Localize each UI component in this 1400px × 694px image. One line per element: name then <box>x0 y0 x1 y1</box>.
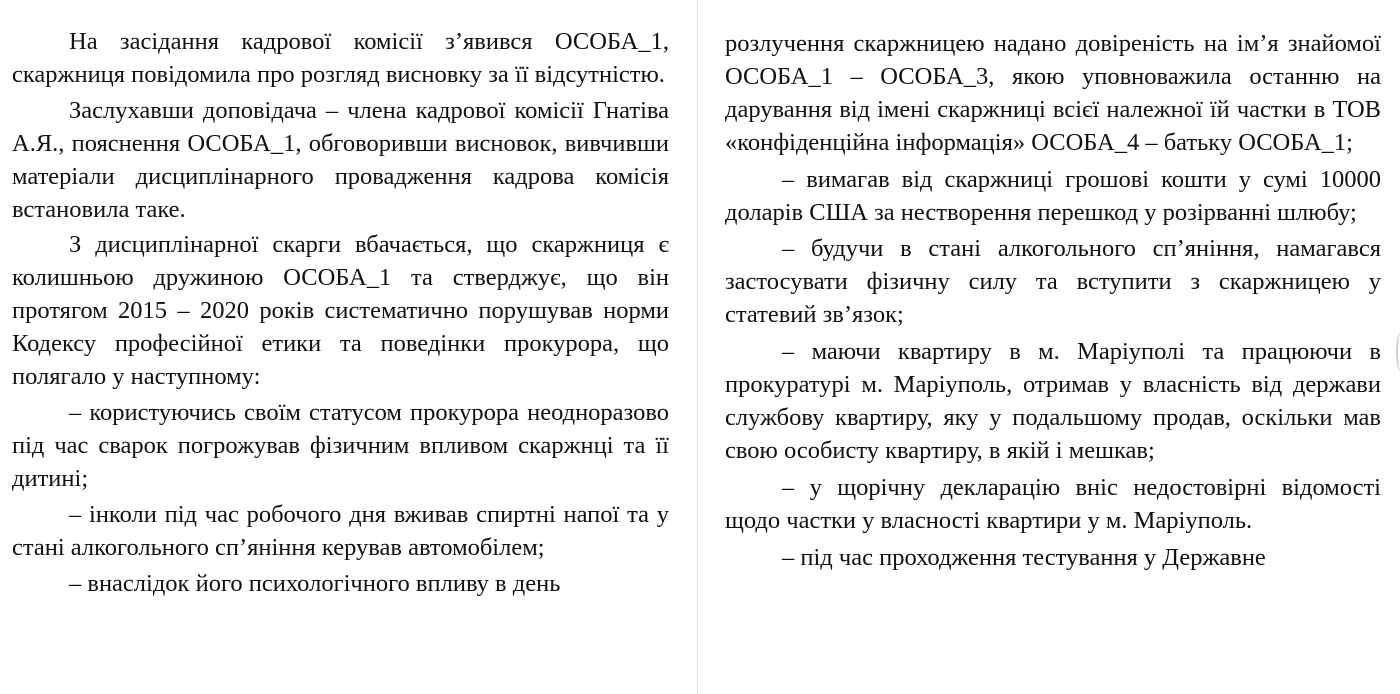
left-column <box>12 26 669 600</box>
list-item: – інколи під час робочого дня вживав спиртні напої та у стані алкогольного сп’яніння керував автомобілем; <box>12 500 669 561</box>
paragraph: Заслухавши доповідача – члена кадрової комісії Гнатіва А.Я., пояснення ОСОБА_1, обговоривши висновок, вивчивши матеріали дисциплінарного провадження кадрова комісія встановила таке. <box>12 96 669 223</box>
list-item: – у щорічну декларацію вніс недостовірні відомості щодо частки у власності квартири у м. Маріуполь. <box>725 473 1381 534</box>
list-item: – користуючись своїм статусом прокурора неодноразово під час сварок погрожував фізичним впливом скаржнці та її дитині; <box>12 398 669 492</box>
paragraph: З дисциплінарної скарги вбачається, що скаржниця є колишньою дружиною ОСОБА_1 та стверджує, що він протягом 2015 – 2020 років систематично порушував норми Кодексу професійної етики та поведінки прокурора, що полягало у наступному: <box>12 231 669 391</box>
right-column <box>725 28 1381 575</box>
column-divider <box>697 0 698 694</box>
paragraph: На засідання кадрової комісії з’явився ОСОБА_1, скаржниця повідомила про розгляд висновку за її відсутністю. <box>12 28 669 88</box>
scroll-edge-indicator <box>1396 332 1400 372</box>
list-item: – під час проходження тестування у Державне <box>782 543 1266 571</box>
list-item: – внаслідок його психологічного впливу в день <box>69 569 561 597</box>
list-item: – будучи в стані алкогольного сп’яніння, намагався застосувати фізичну силу та вступити з скаржницею у статевий зв’язок; <box>725 235 1381 329</box>
list-item: – вимагав від скаржниці грошові кошти у сумі 10000 доларів США за нествoрення перешкод у розірванні шлюбу; <box>725 165 1381 226</box>
continued-paragraph: розлучення скаржницею надано довіреність на ім’я знайомої ОСОБА_1 – ОСОБА_3, якою уповноважила останню на дарування від імені скаржниці всієї належної їй частки в ТОВ «конфіденційна інформація» ОСОБА_4 – батьку ОСОБА_1; <box>725 30 1381 156</box>
list-item: – маючи квартиру в м. Маріуполі та працюючи в прокуратурі м. Маріуполь, отримав у власність від держави службову квартиру, яку у подальшому продав, оскільки мав свою особисту квартиру, в якій і мешкав; <box>725 338 1381 464</box>
